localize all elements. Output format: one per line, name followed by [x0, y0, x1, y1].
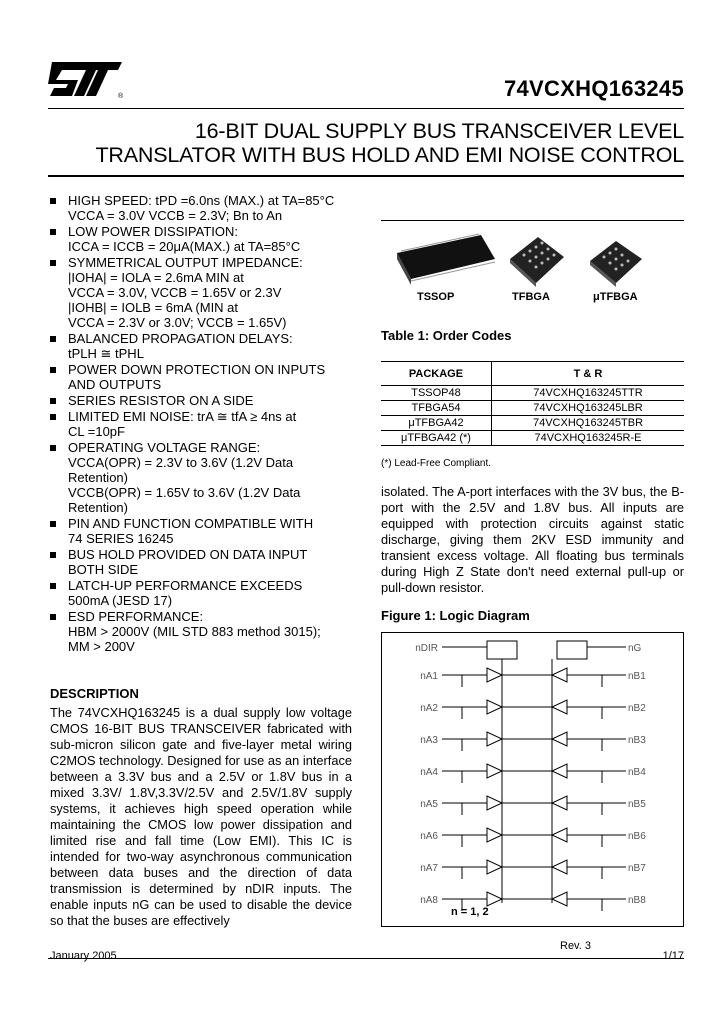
feature-line: MM > 200V — [68, 639, 135, 654]
buffer-b-to-a — [552, 700, 567, 714]
control-gate — [557, 641, 587, 659]
feature-line: 74 SERIES 16245 — [68, 531, 174, 546]
feature-line: VCCA = 2.3V or 3.0V; VCCB = 1.65V) — [68, 315, 287, 330]
footer-rule — [48, 958, 684, 959]
buffer-a-to-b — [487, 764, 502, 778]
page-number: 1/17 — [662, 950, 684, 962]
bullet-icon — [50, 367, 56, 373]
buffer-b-to-a — [552, 860, 567, 874]
buffer-b-to-a — [552, 892, 567, 906]
bullet-icon — [50, 583, 56, 589]
feature-line: 500mA (JESD 17) — [68, 593, 173, 608]
feature-line: PIN AND FUNCTION COMPATIBLE WITH — [68, 516, 314, 531]
feature-item — [50, 255, 360, 330]
description-heading: DESCRIPTION — [50, 686, 139, 701]
b-pin-label: nB6 — [628, 831, 646, 842]
table-cell: 74VCXHQ163245TBR — [492, 416, 685, 431]
table-row — [381, 416, 684, 431]
b-pin-label: nB5 — [628, 799, 646, 810]
figure-title: Figure 1: Logic Diagram — [381, 608, 530, 623]
feature-item — [50, 393, 360, 408]
feature-line: HBM > 2000V (MIL STD 883 method 3015); — [68, 624, 321, 639]
feature-line: AND OUTPUTS — [68, 377, 162, 392]
a-pin-label: nA7 — [420, 863, 438, 874]
order-table-title: Table 1: Order Codes — [381, 328, 512, 343]
feature-item — [50, 516, 360, 546]
logic-diagram-svg — [382, 633, 683, 926]
title-rule — [48, 175, 684, 177]
bullet-icon — [50, 260, 56, 266]
table-row — [381, 386, 684, 401]
revision: Rev. 3 — [560, 940, 591, 952]
feature-item — [50, 193, 360, 223]
feature-item — [50, 409, 360, 439]
table-cell: μTFBGA42 — [381, 416, 492, 431]
package-label-tfbga: TFBGA — [512, 291, 550, 303]
table-cell: TSSOP48 — [381, 386, 492, 401]
feature-item — [50, 547, 360, 577]
table-cell: 74VCXHQ163245R-E — [492, 431, 685, 446]
control-gate — [487, 641, 517, 659]
part-number: 74VCXHQ163245 — [503, 76, 684, 101]
table-cell: μTFBGA42 (*) — [381, 431, 492, 446]
header-rule — [48, 108, 684, 109]
lead-free-footnote: (*) Lead-Free Compliant. — [381, 458, 492, 469]
svg-text:®: ® — [118, 93, 124, 100]
buffer-a-to-b — [487, 700, 502, 714]
buffer-a-to-b — [487, 732, 502, 746]
buffer-b-to-a — [552, 668, 567, 682]
package-label-tssop: TSSOP — [417, 291, 455, 303]
feature-line: VCCA(OPR) = 2.3V to 3.6V (1.2V Data — [68, 455, 294, 470]
feature-line: HIGH SPEED: tPD =6.0ns (MAX.) at TA=85°C — [68, 193, 335, 208]
b-pin-label: nB2 — [628, 703, 646, 714]
feature-line: CL =10pF — [68, 424, 125, 439]
feature-line: BUS HOLD PROVIDED ON DATA INPUT — [68, 547, 308, 562]
feature-item — [50, 331, 360, 361]
figure-note: n = 1, 2 — [451, 906, 489, 918]
feature-line: |IOHB| = IOLB = 6mA (MIN at — [68, 300, 239, 315]
table-row — [381, 401, 684, 416]
feature-line: BOTH SIDE — [68, 562, 139, 577]
feature-item — [50, 362, 360, 392]
tssop-package-image — [391, 229, 501, 289]
feature-line: BALANCED PROPAGATION DELAYS: — [68, 331, 293, 346]
table-cell: 74VCXHQ163245LBR — [492, 401, 685, 416]
feature-line: LATCH-UP PERFORMANCE EXCEEDS — [68, 578, 303, 593]
title-line-1: 16-BIT DUAL SUPPLY BUS TRANSCEIVER LEVEL — [194, 119, 684, 143]
buffer-b-to-a — [552, 828, 567, 842]
b-pin-label: nB4 — [628, 767, 646, 778]
buffer-b-to-a — [552, 796, 567, 810]
title-line-2: TRANSLATOR WITH BUS HOLD AND EMI NOISE CONTROL — [95, 143, 684, 167]
a-pin-label: nA8 — [420, 895, 438, 906]
buffer-b-to-a — [552, 764, 567, 778]
feature-line: Retention) — [68, 500, 128, 515]
utfbga-package-image — [586, 235, 648, 289]
feature-line: SYMMETRICAL OUTPUT IMPEDANCE: — [68, 255, 303, 270]
table-header-package: PACKAGE — [381, 362, 492, 386]
a-pin-label: nA6 — [420, 831, 438, 842]
a-pin-label: nA2 — [420, 703, 438, 714]
b-pin-label: nB7 — [628, 863, 646, 874]
bullet-icon — [50, 414, 56, 420]
order-codes-table — [381, 361, 684, 446]
description-text-right: isolated. The A-port interfaces with the 3V bus, the B-port with the 2.5V and 1.8V bus. All inputs are equipped with protection circuits against static discharge, giving them 2KV ESD immunity and transient excess voltage. All floating bus terminals during High Z State don't need external pull-up or pull-down resistor. — [381, 484, 684, 595]
feature-line: POWER DOWN PROTECTION ON INPUTS — [68, 362, 326, 377]
a-pin-label: nA5 — [420, 799, 438, 810]
ng-label: nG — [628, 643, 642, 654]
feature-item — [50, 609, 360, 654]
buffer-a-to-b — [487, 828, 502, 842]
st-logo — [48, 56, 126, 102]
table-cell: 74VCXHQ163245TTR — [492, 386, 685, 401]
buffer-a-to-b — [487, 892, 502, 906]
document-title — [96, 119, 685, 167]
bullet-icon — [50, 552, 56, 558]
table-cell: TFBGA54 — [381, 401, 492, 416]
a-pin-label: nA1 — [420, 671, 438, 682]
feature-line: tPLH ≅ tPHL — [68, 346, 144, 361]
a-pin-label: nA4 — [420, 767, 438, 778]
bullet-icon — [50, 521, 56, 527]
feature-line: LOW POWER DISSIPATION: — [68, 224, 238, 239]
feature-line: LIMITED EMI NOISE: trA ≅ tfA ≥ 4ns at — [68, 409, 297, 424]
a-pin-label: nA3 — [420, 735, 438, 746]
package-images — [381, 220, 684, 316]
buffer-a-to-b — [487, 860, 502, 874]
feature-line: ESD PERFORMANCE: — [68, 609, 204, 624]
date: January 2005 — [50, 950, 117, 962]
feature-line: VCCB(OPR) = 1.65V to 3.6V (1.2V Data — [68, 485, 301, 500]
buffer-a-to-b — [487, 796, 502, 810]
feature-line: Retention) — [68, 470, 128, 485]
feature-line: |IOHA| = IOLA = 2.6mA MIN at — [68, 270, 244, 285]
bullet-icon — [50, 614, 56, 620]
bullet-icon — [50, 445, 56, 451]
buffer-a-to-b — [487, 668, 502, 682]
feature-line: VCCA = 3.0V VCCB = 2.3V; Bn to An — [68, 208, 283, 223]
buffer-b-to-a — [552, 732, 567, 746]
feature-list — [50, 193, 360, 655]
feature-item — [50, 224, 360, 254]
feature-line: OPERATING VOLTAGE RANGE: — [68, 440, 261, 455]
ndir-label: nDIR — [415, 643, 438, 654]
feature-line: VCCA = 3.0V, VCCB = 1.65V or 2.3V — [68, 285, 282, 300]
bullet-icon — [50, 198, 56, 204]
package-label-utfbga: μTFBGA — [593, 291, 638, 303]
b-pin-label: nB3 — [628, 735, 646, 746]
tfbga-package-image — [506, 233, 568, 288]
logic-diagram — [381, 632, 684, 927]
feature-item — [50, 578, 360, 608]
bullet-icon — [50, 229, 56, 235]
b-pin-label: nB8 — [628, 895, 646, 906]
table-header-tr: T & R — [492, 362, 685, 386]
description-text-left: The 74VCXHQ163245 is a dual supply low voltage CMOS 16-BIT BUS TRANSCEIVER fabricated with sub-micron silicon gate and five-layer metal wiring C2MOS technology. Designed for use as an interface between a 3.3V bus and a 2.5V or 1.8V bus in a mixed 3.3V/ 1.8V,3.3V/2.5V and 2.5V/1.8V supply systems, it achieves high speed operation while maintaining the CMOS low power dissipation and limited rise and fall time (Low EMI). This IC is intended for two-way asynchronous communication between data buses and the direction of data transmission is determined by nDIR inputs. The enable inputs nG can be used to disable the device so that the buses are effectively — [50, 705, 352, 928]
b-pin-label: nB1 — [628, 671, 646, 682]
feature-item — [50, 440, 360, 515]
bullet-icon — [50, 398, 56, 404]
bullet-icon — [50, 336, 56, 342]
feature-line: SERIES RESISTOR ON A SIDE — [68, 393, 254, 408]
feature-line: ICCA = ICCB = 20μA(MAX.) at TA=85°C — [68, 239, 301, 254]
table-row — [381, 431, 684, 446]
